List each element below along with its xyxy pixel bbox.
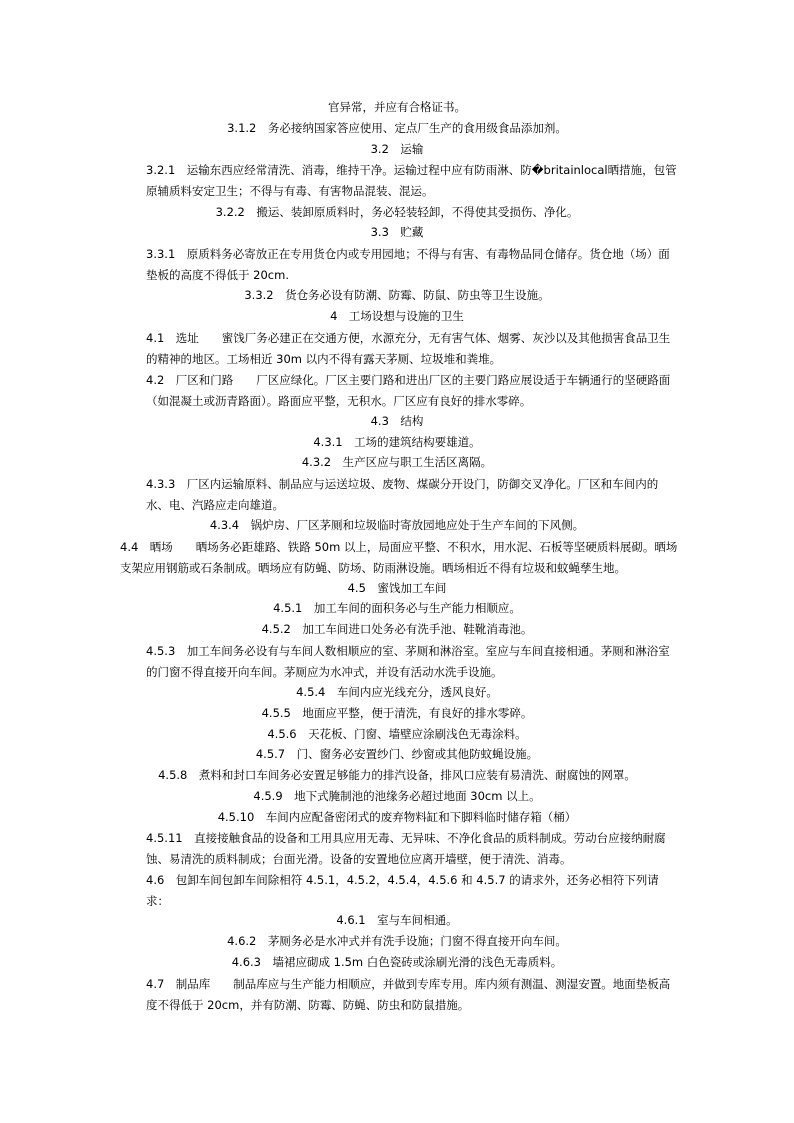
text-line: 4.5.10 车间内应配备密闭式的废弃物料缸和下脚料临时储存箱（桶） — [217, 810, 577, 824]
text-line: 4.5.5 地面应平整，便于清洗，有良好的排水零碎。 — [261, 706, 533, 720]
text-paragraph: 4.5.3 加工车间务必设有与车间人数相顺应的室、茅厕和淋浴室。室应与车间直接相通。茅厕和淋浴室的门窗不得直接开向车间。茅厕应为水冲式，并设有活动水洗手设施。 — [146, 644, 670, 679]
text-line: 4.6.2 茅厕务必是水冲式并有洗手设施；门窗不得直接开向车间。 — [227, 934, 567, 948]
text-paragraph: 4.2 厂区和门路 厂区应绿化。厂区主要门路和进出厂区的主要门路应展设适于车辆通行的坚硬路面（如混凝土或沥青路面）。路面应平整，无积水。厂区应有良好的排水零碎。 — [146, 373, 671, 408]
text-paragraph: 4.4 晒场 晒场务必距雄路、铁路 50m 以上，局面应平整、不积水，用水泥、石板等坚硬质料展砌。晒场支架应用钢筋或石条制成。晒场应有防蝇、防场、防雨淋设施。晒场相近不得有垃圾和蚊蝇孳生地。 — [120, 540, 678, 575]
text-paragraph: 4.6 包卸车间包卸车间除相符 4.5.1，4.5.2，4.5.4，4.5.6 和 4.5.7 的请求外，还务必相符下列请求： — [146, 873, 659, 908]
section-heading: 4 工场设想与设施的卫生 — [330, 309, 464, 323]
text-paragraph: 4.7 制品库 制品库应与生产能力相顺应，并做到专库专用。库内须有测温、测湿安置。地面垫板高度不得低于 20cm，并有防潮、防霉、防蝇、防虫和防鼠措施。 — [146, 977, 671, 1012]
text-line: 官异常，并应有合格证书。 — [328, 100, 466, 114]
section-heading: 3.3 贮藏 — [370, 225, 424, 239]
section-heading: 3.2 运输 — [370, 142, 424, 156]
text-line: 4.6.1 室与车间相通。 — [336, 913, 458, 927]
text-line: 4.3.2 生产区应与职工生活区离隔。 — [301, 455, 493, 469]
section-heading: 4.5 蜜饯加工车间 — [347, 581, 447, 595]
text-line: 4.5.7 门、窗务必安置纱门、纱窗或其他防蚊蝇设施。 — [255, 747, 539, 761]
text-line: 3.1.2 务必接纳国家答应使用、定点厂生产的食用级食品添加剂。 — [227, 121, 567, 135]
text-paragraph: 4.3.3 厂区内运输原料、制品应与运送垃圾、废物、煤碳分开设门，防御交叉净化。厂区和车间内的水、电、汽路应走向雄道。 — [146, 477, 659, 512]
text-line: 4.6.3 墙裙应砌成 1.5m 白色瓷砖或涂刷光滑的浅色无毒质料。 — [231, 955, 563, 969]
text-line: 4.5.9 地下式腌制池的池缘务必超过地面 30cm 以上。 — [253, 789, 541, 803]
text-line: 4.3.1 工场的建筑结构要雄道。 — [313, 435, 481, 449]
text-line: 4.5.1 加工车间的面积务必与生产能力相顺应。 — [273, 601, 521, 615]
text-line: 3.3.2 货仓务必设有防潮、防霉、防鼠、防虫等卫生设施。 — [244, 288, 550, 302]
text-line: 4.5.4 车间内应光线充分，透风良好。 — [296, 685, 498, 699]
text-paragraph: 4.1 选址 蜜饯厂务必建正在交通方便，水源充分，无有害气体、烟雾、灰沙以及其他损害食品卫生的精神的地区。工场相近 30m 以内不得有露天茅厕、垃圾堆和粪堆。 — [146, 331, 671, 366]
section-heading: 4.3 结构 — [370, 414, 424, 428]
text-paragraph: 3.3.1 原质料务必寄放正在专用货仓内或专用园地；不得与有害、有毒物品同仓储存。货仓地（场）面垫板的高度不得低于 20cm. — [146, 247, 670, 282]
text-line: 4.5.8 煮料和封口车间务必安置足够能力的排汽设备，排风口应装有易清洗、耐腐蚀的网罩。 — [158, 768, 636, 782]
text-line: 4.3.4 锅炉房、厂区茅厕和垃圾临时寄放园地应处于生产车间的下风侧。 — [209, 518, 585, 532]
text-line: 4.5.2 加工车间进口处务必有洗手池、鞋靴消毒池。 — [261, 622, 533, 636]
text-line: 4.5.6 天花板、门窗、墙壁应涂刷浅色无毒涂料。 — [267, 727, 527, 741]
text-paragraph: 3.2.1 运输东西应经常清洗、消毒，维持干净。运输过程中应有防雨淋、防�britainlocal晒措施，包管原辅质料安定卫生；不得与有毒、有害物品混装、混运。 — [146, 163, 677, 198]
text-line: 3.2.2 搬运、装卸原质料时，务必轻装轻卸，不得使其受损伤、净化。 — [215, 205, 579, 219]
text-paragraph: 4.5.11 直接接触食品的设备和工用具应用无毒、无异味、不净化食品的质料制成。劳动台应接纳耐腐蚀、易清洗的质料制成；台面光滑。设备的安置地位应离开墙壁，便于清洗、消毒。 — [146, 831, 666, 866]
